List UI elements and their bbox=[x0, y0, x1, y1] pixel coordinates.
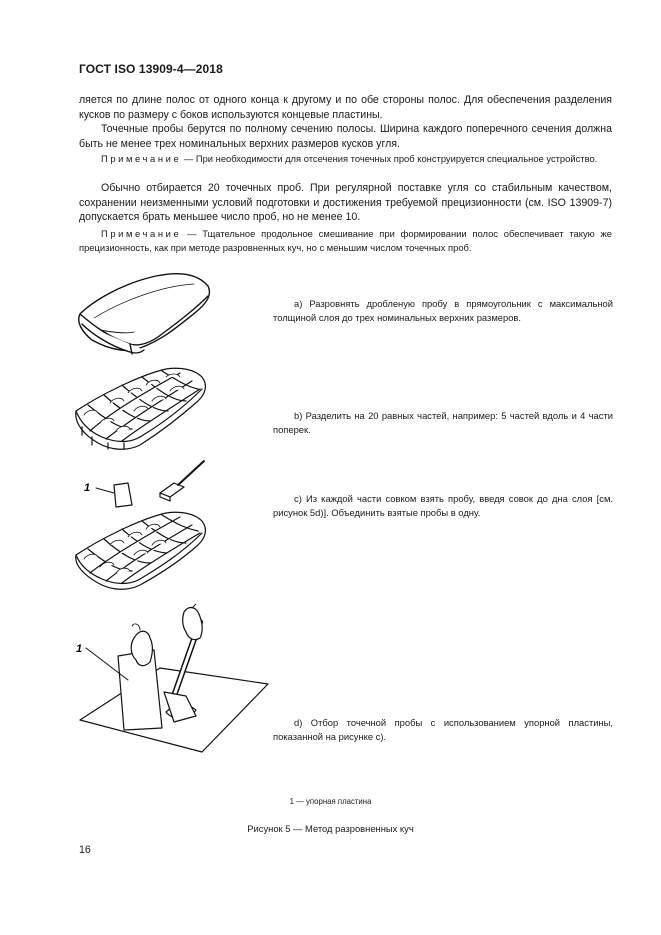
end-plate-shape bbox=[114, 483, 132, 507]
caption-a: а) Разровнять дробленую пробу в прямоугольник с максимальной толщиной слоя до трех номинальных верхних размеров. bbox=[273, 298, 613, 323]
paragraph-point-samples: Точечные пробы берутся по полному сечению полосы. Ширина каждого поперечного сечения должна быть не менее трех номинальных верхних размеров кусков угля. bbox=[79, 123, 612, 150]
note-2 bbox=[79, 227, 612, 254]
page-number: 16 bbox=[79, 844, 91, 856]
caption-c: с) Из каждой части совком взять пробу, введя совок до дна слоя [см. рисунок 5d)]. Объединить взятые пробы в одну. bbox=[273, 493, 613, 518]
note-text: — Тщательное продольное смешивание при формировании полос обеспечивает такую же прецизионность, как при методе разровненных куч, но с меньшим числом точечных проб. bbox=[79, 228, 612, 253]
caption-b: b) Разделить на 20 равных частей, например: 5 частей вдоль и 4 части поперек. bbox=[273, 410, 613, 435]
callout-label-c: 1 bbox=[84, 482, 91, 494]
note-label: Примечание bbox=[101, 228, 182, 239]
figure-d-end-plate-sampling bbox=[70, 604, 275, 759]
figure-title: Рисунок 5 — Метод разровненных куч bbox=[247, 823, 414, 834]
figure-legend: 1 — упорная пластина bbox=[289, 797, 372, 806]
note-text: — При необходимости для отсечения точечных проб конструируется специальное устройство. bbox=[181, 153, 598, 164]
figure-c-sampling-pile bbox=[70, 459, 220, 599]
paragraph-sample-count: Обычно отбирается 20 точечных проб. При регулярной поставке угля со стабильным качеством, сохранении неизменными условий подготовки и достижения требуемой прецизионности (см. ISO 13909-7) допускается брать меньшее число проб, но не менее 10. bbox=[79, 182, 612, 223]
figure-b-divided-pile bbox=[70, 365, 215, 455]
note-label: Примечание bbox=[101, 153, 182, 164]
document-header: ГОСТ ISO 13909-4—2018 bbox=[79, 62, 223, 76]
note-1 bbox=[79, 152, 612, 166]
paragraph-continuation: ляется по длине полос от одного конца к другому и по обе стороны полос. Для обеспечения разделения кусков по размеру с боков используются концевые пластины. bbox=[79, 94, 612, 121]
figure-a-flattened-pile bbox=[70, 266, 220, 362]
callout-label-d: 1 bbox=[76, 643, 83, 655]
caption-d: d) Отбор точечной пробы с использованием упорной пластины, показанной на рисунке с). bbox=[273, 717, 613, 742]
